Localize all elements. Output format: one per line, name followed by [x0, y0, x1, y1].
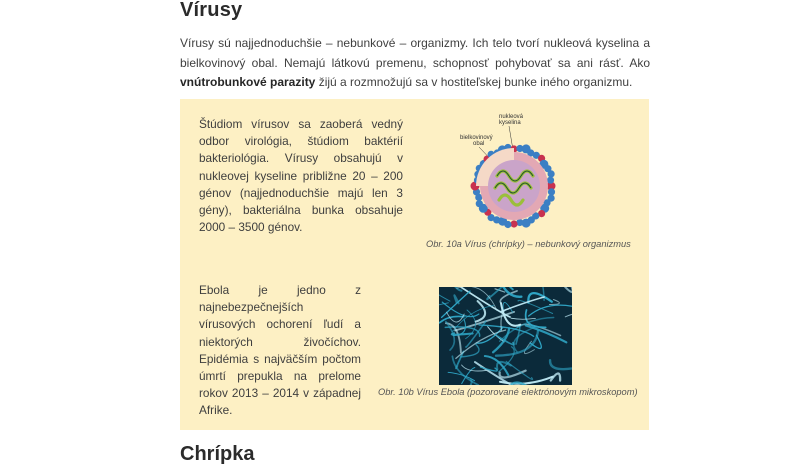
ebola-paragraph: Ebola je jedno z najnebezpečnejších vírusových ochorení ľudí a niektorých živočíchov. Epidémia s najväčším počtom úmrtí prepukla na prelome rokov 2013 – 2014 v západnej Afrike.: [199, 283, 361, 418]
figure-10a-caption: Obr. 10a Vírus (chrípky) – nebunkový organizmus: [426, 239, 631, 249]
spike: [476, 200, 483, 207]
label-protein-line2: obal: [473, 141, 485, 147]
filament: [452, 333, 473, 334]
intro-paragraph: [180, 34, 650, 93]
intro-text-2: žijú a rozmnožujú sa v hostiteľskej bunke iného organizmu.: [315, 75, 633, 89]
influenza-virus-illustration: [457, 104, 567, 239]
figure-10b-caption: Obr. 10b Vírus Ebola (pozorované elektrónovým mikroskopom): [378, 387, 638, 397]
label-nucleic-line1: nukleová: [499, 114, 524, 120]
spike: [548, 188, 555, 195]
spike: [510, 220, 517, 227]
ebola-micrograph-image: [439, 287, 572, 385]
section-title-virusy: Vírusy: [180, 0, 243, 21]
section-title-chripka: Chrípka: [180, 443, 255, 465]
label-protein-line1: bielkovinový: [460, 135, 493, 141]
intro-text-1: Vírusy sú najjednoduchšie – nebunkové – organizmy. Ich telo tvorí nukleová kyselina a bielkovinový obal. Nemajú látkovú premenu, schopnosť pohybovať sa ani rásť. Ako: [180, 36, 650, 70]
spike: [548, 170, 555, 177]
spike: [547, 177, 554, 184]
info-box: [180, 99, 649, 430]
label-nucleic-line2: kyselina: [499, 120, 521, 126]
virology-paragraph: Štúdiom vírusov sa zaoberá vedný odbor virológia, štúdiom baktérií bakteriológia. Vírusy obsahujú v nukleovej kyseline približne 20 – 200 génov (najjednoduchšie majú len 3 gény), bakteriálna bunka obsahuje 2000 – 3500 génov.: [199, 117, 403, 235]
intro-bold-term: vnútrobunkové parazity: [180, 75, 316, 89]
